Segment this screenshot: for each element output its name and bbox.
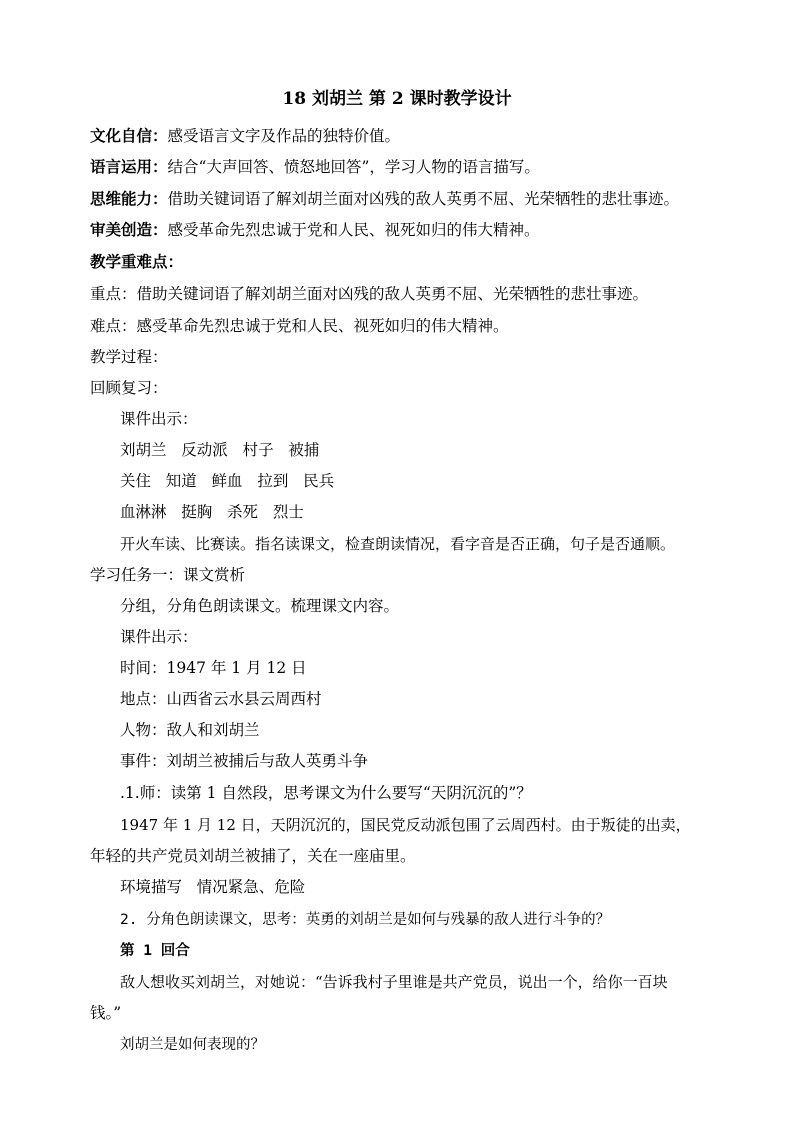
reading-instruction: 开火车读、比赛读。指名读课文，检查朗读情况，看字音是否正确，句子是否通顺。 <box>120 535 676 553</box>
paragraph-line: 1947 年 1 月 12 日，天阴沉沉的，国民党反动派包围了云周西村。由于叛徒的出卖， <box>120 816 691 834</box>
vocab-row: 关住 知道 鲜血 拉到 民兵 <box>120 472 335 490</box>
enemy-quote-line: 敌人想收买刘胡兰，对她说：“告诉我村子里谁是共产党员，说出一个，给你一百块 <box>120 973 668 991</box>
goal-thinking <box>90 189 679 209</box>
enemy-quote-line: 钱。” <box>90 1004 122 1022</box>
page-title: 18 刘胡兰 第 2 课时教学设计 <box>282 89 512 109</box>
difficult-point: 难点：感受革命先烈忠诚于党和人民、视死如归的伟大精神。 <box>90 317 509 335</box>
task1-instruction: 分组，分角色朗读课文。梳理课文内容。 <box>120 597 400 615</box>
process-heading: 教学过程： <box>90 348 168 366</box>
event-line: 事件：刘胡兰被捕后与敌人英勇斗争 <box>120 752 369 770</box>
round-heading: 第 1 回合 <box>120 943 190 959</box>
goal-label: 文化自信： <box>90 126 168 145</box>
review-heading: 回顾复习： <box>90 379 168 397</box>
goal-text: 结合“大声回答、愤怒地回答”，学习人物的语言描写。 <box>167 158 540 176</box>
vocab-row: 刘胡兰 反动派 村子 被捕 <box>120 441 320 459</box>
goal-culture <box>90 126 400 146</box>
goal-text: 感受语言文字及作品的独特价值。 <box>167 127 401 145</box>
question-1: .1.师：读第 1 自然段，思考课文为什么要写“天阴沉沉的”？ <box>120 784 532 802</box>
place-line: 地点：山西省云水县云周西村 <box>120 690 322 708</box>
goal-language <box>90 157 540 177</box>
key-points-heading: 教学重难点： <box>90 252 184 271</box>
goal-label: 思维能力： <box>90 189 168 208</box>
task1-heading: 学习任务一：课文赏析 <box>90 566 246 584</box>
goal-text: 感受革命先烈忠诚于党和人民、视死如归的伟大精神。 <box>167 221 540 239</box>
goal-label: 语言运用： <box>90 157 168 176</box>
paragraph-line: 年轻的共产党员刘胡兰被捕了，关在一座庙里。 <box>90 847 416 865</box>
time-line: 时间：1947 年 1 月 12 日 <box>120 659 307 677</box>
environment-note: 环境描写 情况紧急、危险 <box>120 878 306 896</box>
question-2: 2. 分角色朗读课文，思考：英勇的刘胡兰是如何与残暴的敌人进行斗争的？ <box>120 912 611 928</box>
goal-label: 审美创造： <box>90 220 168 239</box>
goal-aesthetic <box>90 220 540 240</box>
courseware-label: 课件出示： <box>120 410 198 428</box>
people-line: 人物：敌人和刘胡兰 <box>120 721 260 739</box>
goal-text: 借助关键词语了解刘胡兰面对凶残的敌人英勇不屈、光荣牺牲的悲壮事迹。 <box>167 190 680 208</box>
key-point: 重点：借助关键词语了解刘胡兰面对凶残的敌人英勇不屈、光荣牺牲的悲壮事迹。 <box>90 285 649 303</box>
courseware-label: 课件出示： <box>120 628 198 646</box>
vocab-row: 血淋淋 挺胸 杀死 烈士 <box>120 503 304 521</box>
question-3: 刘胡兰是如何表现的？ <box>120 1037 265 1053</box>
